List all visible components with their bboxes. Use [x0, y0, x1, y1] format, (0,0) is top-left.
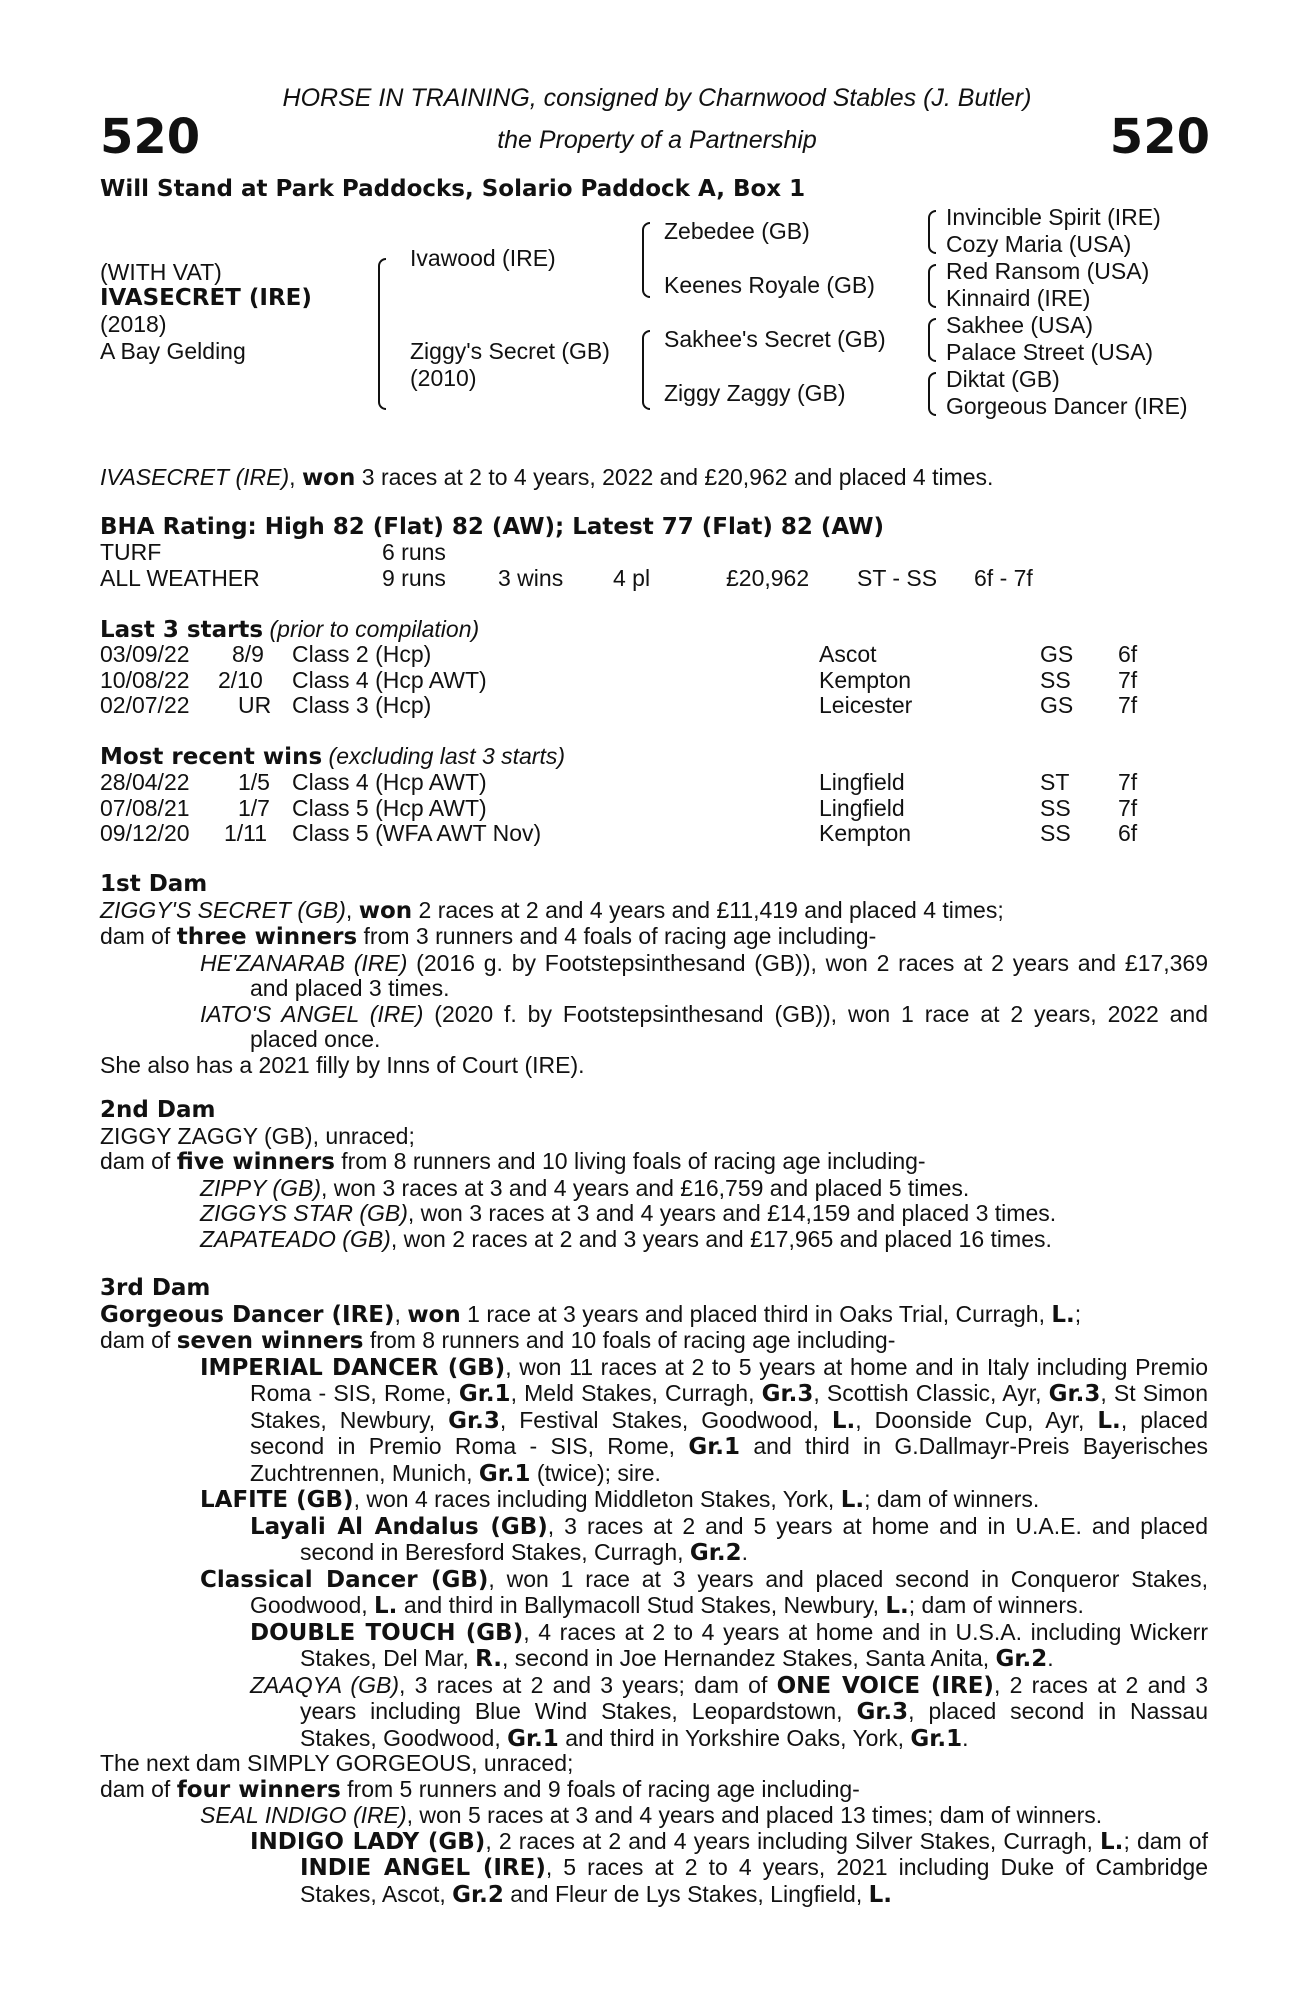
- produce-entry: INDIGO LADY (GB), 2 races at 2 and 4 years including Silver Stakes, Curragh, L.; dam of INDIE ANGEL (IRE), 5 races at 2 to 4 years, 2021 including Duke of Cambridge Stakes, Ascot, Gr.2 and Fleur de Lys Stakes, Lingfield, L.: [250, 1827, 1208, 1908]
- produce-entry: IMPERIAL DANCER (GB), won 11 races at 2 to 5 years at home and in Italy including Premio Roma - SIS, Rome, Gr.1, Meld Stakes, Curragh, Gr.3, Scottish Classic, Ayr, Gr.3, St Simon Stakes, Newbury, Gr.3, Festival Stakes, Goodwood, L., Doonside Cup, Ayr, L., placed second in Premio Roma - SIS, Rome, Gr.1 and third in G.Dallmayr-Preis Bayerisches Zuchtrennen, Munich, Gr.1 (twice); sire.: [200, 1353, 1208, 1487]
- third-dam-heading: 3rd Dam: [100, 1275, 211, 1301]
- lot-number-right: 520: [1109, 109, 1210, 165]
- first-dam-note: She also has a 2021 filly by Inns of Court (IRE).: [100, 1051, 585, 1078]
- dam: Ziggy's Secret (GB): [410, 338, 610, 364]
- produce-entry: LAFITE (GB), won 4 races including Middleton Stakes, York, L.; dam of winners.: [200, 1486, 1040, 1513]
- ancestor-8: Gorgeous Dancer (IRE): [946, 393, 1188, 419]
- ancestor-4: Kinnaird (IRE): [946, 285, 1091, 311]
- first-dam-produce: dam of three winners from 3 runners and 4 foals of racing age including-: [100, 923, 877, 950]
- first-dam-heading: 1st Dam: [100, 871, 208, 897]
- first-dam-line: ZIGGY'S SECRET (GB), won 2 races at 2 and 4 years and £11,419 and placed 4 times;: [100, 896, 1004, 924]
- produce-entry: ZIPPY (GB), won 3 races at 3 and 4 years and £16,759 and placed 5 times.: [200, 1174, 970, 1201]
- produce-entry: IATO'S ANGEL (IRE) (2020 f. by Footstepsinthesand (GB)), won 1 race at 2 years, 2022 and placed once.: [200, 1000, 1208, 1052]
- ancestor-3: Red Ransom (USA): [946, 258, 1150, 284]
- dam-sire: Sakhee's Secret (GB): [664, 326, 886, 352]
- second-dam-line: ZIGGY ZAGGY (GB), unraced;: [100, 1122, 415, 1149]
- ancestor-2: Cozy Maria (USA): [946, 231, 1132, 257]
- vat-label: (WITH VAT): [100, 259, 222, 285]
- produce-entry: Layali Al Andalus (GB), 3 races at 2 and 5 years at home and in U.A.E. and placed second in Beresford Stakes, Curragh, Gr.2.: [250, 1512, 1209, 1566]
- produce-entry: HE'ZANARAB (IRE) (2016 g. by Footstepsinthesand (GB)), won 2 races at 2 years and £17,369 and placed 3 times.: [200, 949, 1208, 1001]
- produce-entry: Classical Dancer (GB), won 1 race at 3 years and placed second in Conqueror Stakes, Goodwood, L. and third in Ballymacoll Stud Stakes, Newbury, L.; dam of winners.: [200, 1565, 1208, 1619]
- recent-wins-heading: Most recent wins (excluding last 3 starts): [100, 743, 566, 770]
- ancestor-7: Diktat (GB): [946, 366, 1060, 392]
- produce-entry: ZIGGYS STAR (GB), won 3 races at 3 and 4 years and £14,159 and placed 3 times.: [200, 1200, 1057, 1226]
- produce-entry: DOUBLE TOUCH (GB), 4 races at 2 to 4 years at home and in U.S.A. including Wickerr Stakes, Del Mar, R., second in Joe Hernandez Stakes, Santa Anita, Gr.2.: [250, 1618, 1208, 1672]
- third-dam-line: Gorgeous Dancer (IRE), won 1 race at 3 years and placed third in Oaks Trial, Curragh, L.;: [100, 1300, 1082, 1328]
- third-dam-produce: dam of seven winners from 8 runners and 10 foals of racing age including-: [100, 1327, 896, 1354]
- produce-entry: ZAPATEADO (GB), won 2 races at 2 and 3 years and £17,965 and placed 16 times.: [200, 1225, 1052, 1252]
- dam-year: (2010): [410, 365, 477, 391]
- next-dam-section: [100, 1751, 1208, 1908]
- ancestor-1: Invincible Spirit (IRE): [946, 204, 1161, 230]
- horse-year: (2018): [100, 311, 167, 337]
- property-line: the Property of a Partnership: [497, 126, 817, 154]
- stand-location: Will Stand at Park Paddocks, Solario Paddock A, Box 1: [100, 176, 806, 202]
- sire-sire: Zebedee (GB): [664, 218, 810, 244]
- second-dam-produce: dam of five winners from 8 runners and 10 living foals of racing age including-: [100, 1148, 926, 1175]
- sire-dam: Keenes Royale (GB): [664, 272, 875, 298]
- brace-dam: [642, 330, 650, 410]
- horse-description: A Bay Gelding: [100, 338, 246, 364]
- bha-rating: BHA Rating: High 82 (Flat) 82 (AW); Latest 77 (Flat) 82 (AW): [100, 514, 885, 540]
- second-dam-section: [100, 1098, 1208, 1252]
- brace-g1: [928, 210, 936, 254]
- sire: Ivawood (IRE): [410, 245, 556, 271]
- brace-g3: [928, 318, 936, 362]
- ancestor-5: Sakhee (USA): [946, 312, 1094, 338]
- third-dam-section: [100, 1276, 1208, 1752]
- horse-name: IVASECRET (IRE): [100, 285, 312, 311]
- brace-parents: [378, 258, 386, 410]
- ancestor-6: Palace Street (USA): [946, 339, 1154, 365]
- lot-number-left: 520: [100, 109, 201, 165]
- produce-entry: ZAAQYA (GB), 3 races at 2 and 3 years; dam of ONE VOICE (IRE), 2 races at 2 and 3 years including Blue Wind Stakes, Leopardstown, Gr.3, placed second in Nassau Stakes, Goodwood, Gr.1 and third in Yorkshire Oaks, York, Gr.1.: [250, 1671, 1209, 1752]
- second-dam-heading: 2nd Dam: [100, 1097, 216, 1123]
- first-dam-section: [100, 872, 1208, 1078]
- next-dam-line: The next dam SIMPLY GORGEOUS, unraced;: [100, 1750, 574, 1776]
- dam-dam: Ziggy Zaggy (GB): [664, 380, 846, 406]
- brace-g4: [928, 372, 936, 416]
- brace-sire: [642, 222, 650, 298]
- brace-g2: [928, 264, 936, 308]
- produce-entry: SEAL INDIGO (IRE), won 5 races at 3 and 4 years and placed 13 times; dam of winners.: [200, 1802, 1103, 1828]
- next-dam-produce: dam of four winners from 5 runners and 9 foals of racing age including-: [100, 1775, 860, 1803]
- last-starts-heading: Last 3 starts (prior to compilation): [100, 616, 480, 643]
- consignor-line: HORSE IN TRAINING, consigned by Charnwood Stables (J. Butler): [282, 84, 1032, 112]
- race-summary: IVASECRET (IRE), won 3 races at 2 to 4 years, 2022 and £20,962 and placed 4 times.: [100, 464, 994, 491]
